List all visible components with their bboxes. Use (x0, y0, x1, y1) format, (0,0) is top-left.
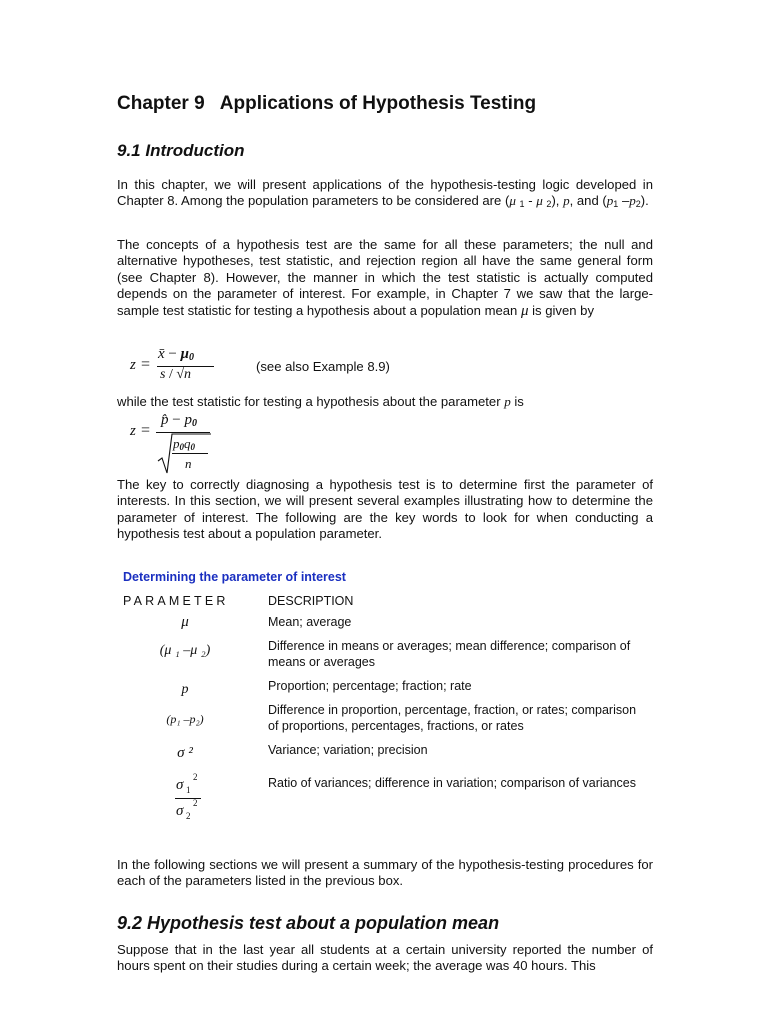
description-mean-difference: Difference in means or averages; mean difference; comparison of means or averages (268, 639, 631, 669)
radicand-denominator: n (185, 456, 192, 471)
section-heading-introduction: 9.1 Introduction (117, 141, 245, 160)
parameter-column-header: PARAMETER (123, 594, 229, 608)
formula-denominator: s / √n (160, 367, 192, 382)
parameter-proportion: p (181, 682, 189, 697)
description-variance-ratio: Ratio of variances; difference in variation; comparison of variances (268, 776, 637, 790)
parameter-proportion-difference: (p₁ –p₂) (166, 712, 204, 726)
z-symbol: z (130, 423, 136, 439)
description-proportion: Proportion; percentage; fraction; rate (268, 679, 472, 693)
intro-paragraph: In this chapter, we will present applications of the hypothesis-testing logic developed in Chapter 8. Among the population parameters to be considered are (μ $_1$ - μ $_2$), p, and ($p_1$ $-p_2$). (117, 177, 653, 210)
see-also-note: (see also Example 8.9) (256, 359, 390, 374)
equals-sign: = (141, 422, 151, 439)
description-proportion-difference: Difference in proportion, percentage, fraction, or rates; comparison of proportions, percentages, fractions, or rates (268, 703, 637, 733)
radicand-bar (172, 453, 208, 454)
parameter-variance: σ ² (177, 745, 193, 761)
ratio-numerator-sup: 2 (193, 772, 198, 782)
key-diagnosis-paragraph: The key to correctly diagnosing a hypothesis test is to determine first the parameter of interests. In this section, we will present several examples illustrating how to determine the parameter of interest. The following are the key words to look for when conducting a hypothesis test about a population parameter. (117, 477, 653, 542)
parameter-variance-ratio (172, 771, 208, 825)
z-formula-mean (130, 346, 220, 388)
summary-paragraph: In the following sections we will present a summary of the hypothesis-testing procedures for each of the parameters listed in the previous box. (117, 857, 653, 889)
description-mean: Mean; average (268, 615, 352, 629)
ratio-denominator-sigma: σ (176, 803, 184, 819)
chapter-title: Chapter 9 Applications of Hypothesis Testing (117, 93, 537, 114)
ratio-numerator-sub: 1 (186, 785, 191, 795)
proportion-statistic-intro: while the test statistic for testing a hypothesis about the parameter p is (117, 394, 524, 409)
parameter-box-title: Determining the parameter of interest (123, 570, 346, 584)
formula-numerator: p̂ − $p_0$ (161, 412, 197, 429)
formula-numerator: x̄ − $\mu_0$ (158, 346, 194, 363)
example-paragraph: Suppose that in the last year all students at a certain university reported the number of hours spent on their studies during a certain week; the average was 40 hours. This (117, 942, 653, 974)
parameter-mean: μ (181, 614, 189, 630)
description-variance: Variance; variation; precision (268, 743, 428, 757)
concepts-paragraph: The concepts of a hypothesis test are the same for all these parameters; the null and alternative hypotheses, test statistic, and rejection region all have the same general form (see Chapter 8). However, the manner in which the test statistic is actually computed depends on the parameter of interest. For example, in Chapter 7 we saw that the large-sample test statistic for testing a hypothesis about a population mean μ is given by (117, 237, 653, 319)
description-column-header: DESCRIPTION (268, 594, 354, 608)
ratio-denominator-sup: 2 (193, 798, 198, 808)
radicand-numerator: $p_0q_0$ (173, 436, 195, 452)
parameter-mean-difference: (μ ₁ –μ ₂) (159, 643, 211, 658)
equals-sign: = (141, 356, 151, 373)
ratio-numerator-sigma: σ (176, 777, 184, 793)
section-heading-population-mean: 9.2 Hypothesis test about a population mean (117, 913, 500, 933)
z-formula-proportion (130, 412, 220, 474)
ratio-denominator-sub: 2 (186, 811, 191, 821)
z-symbol: z (130, 357, 136, 373)
